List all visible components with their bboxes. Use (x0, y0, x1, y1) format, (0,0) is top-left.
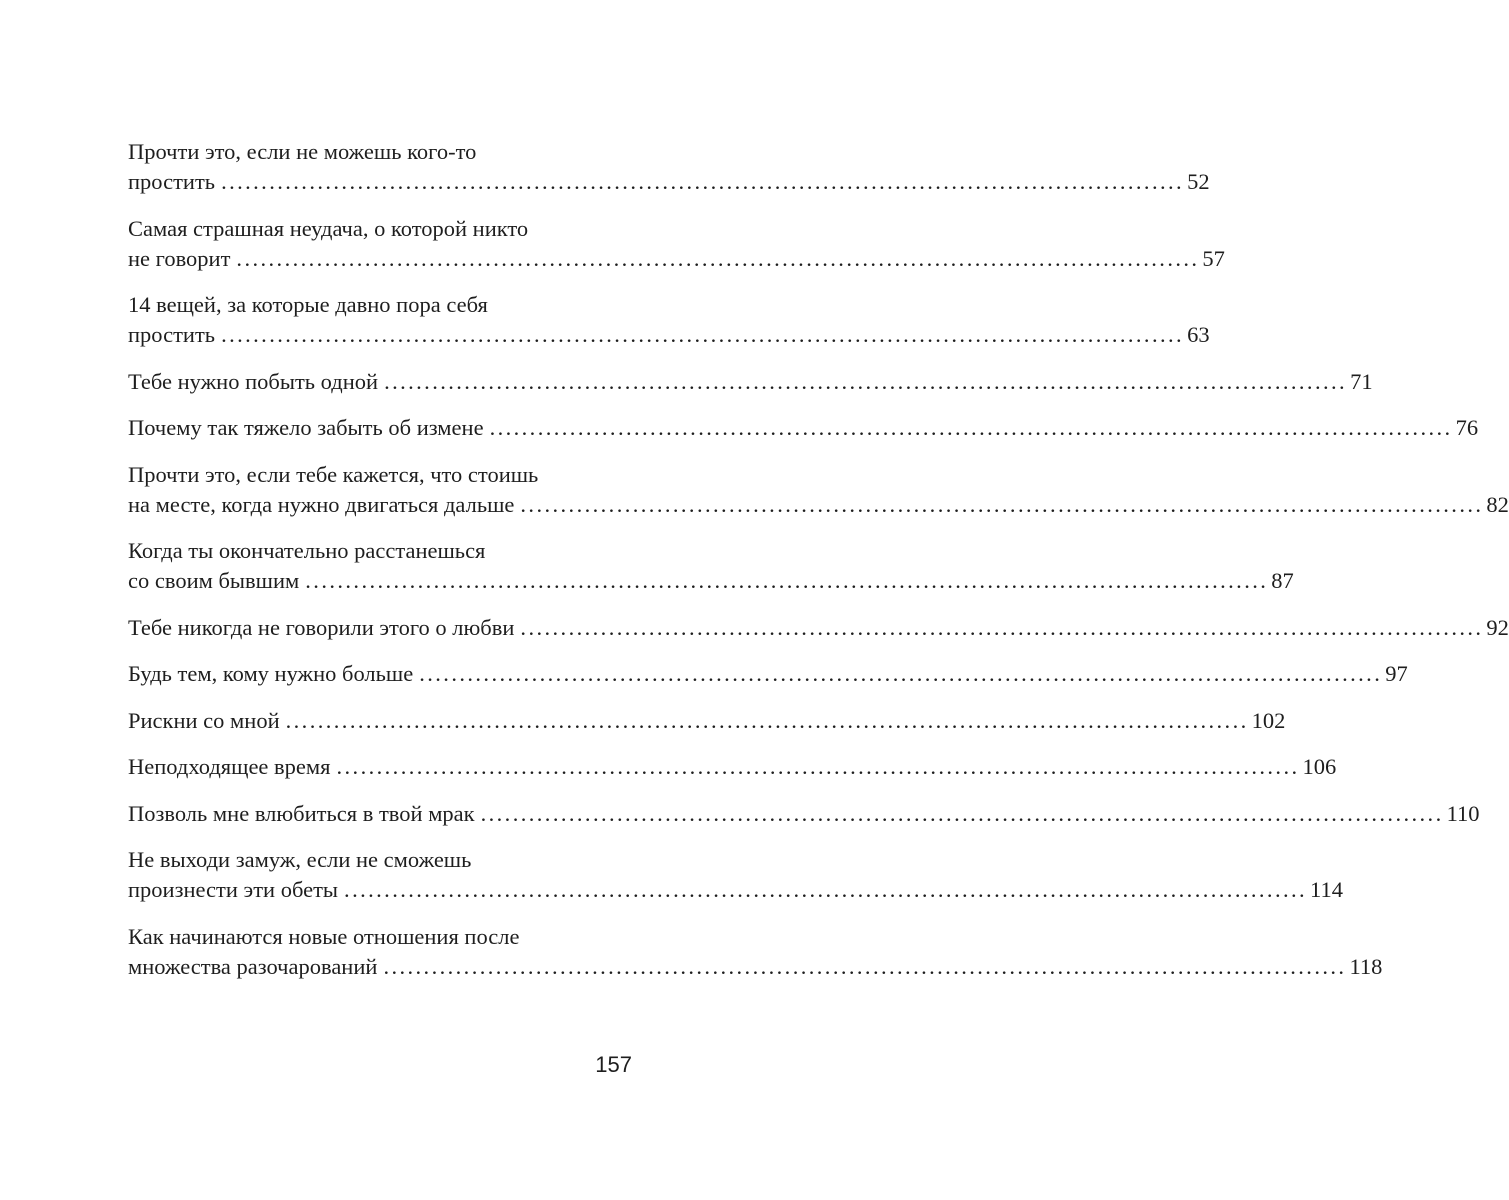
toc-entry-title-line: Прочти это, если не можешь кого-то (128, 139, 477, 164)
toc-entry-page-number: 52 (1187, 169, 1210, 194)
toc-entry-last-line (128, 490, 1509, 520)
toc-entry-title-line: множества разочарований (128, 953, 378, 979)
toc-entry[interactable] (128, 659, 1408, 689)
dot-leader: ........................................................................................................................ (489, 415, 1453, 440)
toc-entry-title-line: Позволь мне влюбиться в твой мрак (128, 800, 475, 826)
page-number: 157 (595, 1052, 632, 1077)
toc-entry-title-line: Почему так тяжело забыть об измене (128, 415, 484, 440)
toc-entry-title-line: 14 вещей, за которые давно пора себя (128, 292, 488, 317)
toc-entry-last-line (128, 952, 1383, 982)
toc-entry[interactable] (128, 413, 1479, 443)
toc-entry-title-line: Когда ты окончательно расстанешься (128, 538, 486, 563)
dot-leader: ........................................................................................................................ (384, 368, 1348, 394)
toc-entry-title-line: произнести эти обеты (128, 877, 339, 902)
dot-leader: ........................................................................................................................ (285, 707, 1249, 733)
toc-entry-page-number: 118 (1349, 953, 1383, 979)
dot-leader: ........................................................................................................................ (419, 661, 1383, 686)
toc-entry-page-number: 97 (1385, 661, 1408, 686)
toc-entry-page-number: 92 (1486, 614, 1509, 640)
toc-entry[interactable] (128, 137, 1210, 197)
toc-entry-last-line (128, 659, 1408, 689)
toc-entry[interactable] (128, 290, 1210, 350)
toc-entry-title-line: Самая страшная неудача, о которой никто (128, 215, 529, 241)
toc-entry-title-line: Тебе никогда не говорили этого о любви (128, 614, 515, 640)
dot-leader: ........................................................................................................................ (383, 953, 1347, 979)
toc-entry-page-number: 82 (1486, 491, 1509, 517)
dot-leader: ........................................................................................................................ (480, 800, 1444, 826)
dot-leader: ........................................................................................................................ (344, 877, 1308, 902)
toc-entry-page-number: 114 (1310, 877, 1343, 902)
toc-entry-last-line (128, 799, 1480, 829)
toc-entry[interactable] (128, 460, 1509, 520)
toc-entry-page-number: 57 (1202, 245, 1225, 271)
toc-entry[interactable] (128, 845, 1343, 905)
toc-entry-page-number: 87 (1271, 568, 1294, 593)
toc-entry-last-line (128, 320, 1210, 350)
toc-entry[interactable] (128, 367, 1373, 397)
toc-entry-title-line: Неподходящее время (128, 754, 331, 779)
toc-entry-title-line: Прочти это, если тебе кажется, что стоишь (128, 461, 539, 487)
toc-entry[interactable] (128, 536, 1294, 596)
table-of-contents (128, 137, 1509, 998)
dot-leader: ........................................................................................................................ (221, 169, 1185, 194)
toc-entry[interactable] (128, 922, 1383, 982)
toc-entry-title-line: на месте, когда нужно двигаться дальше (128, 491, 515, 517)
toc-entry[interactable] (128, 752, 1337, 782)
dot-leader: ........................................................................................................................ (520, 614, 1484, 640)
toc-entry-title-line: Рискни со мной (128, 707, 280, 733)
toc-entry-last-line (128, 167, 1210, 197)
toc-entry-title-line: Тебе нужно побыть одной (128, 368, 379, 394)
toc-entry-last-line (128, 367, 1373, 397)
toc-entry-page-number: 71 (1350, 368, 1373, 394)
toc-entry-last-line (128, 752, 1337, 782)
toc-entry[interactable] (128, 799, 1480, 829)
toc-entry-title-line: Как начинаются новые отношения после (128, 923, 520, 949)
dot-leader: ........................................................................................................................ (221, 322, 1185, 347)
dot-leader: ........................................................................................................................ (305, 568, 1269, 593)
toc-entry-page-number: 63 (1187, 322, 1210, 347)
toc-entry-page-number: 102 (1251, 707, 1286, 733)
toc-entry[interactable] (128, 706, 1286, 736)
toc-entry[interactable] (128, 214, 1225, 274)
toc-entry-last-line (128, 875, 1343, 905)
toc-entry-title-line: со своим бывшим (128, 568, 300, 593)
toc-entry-last-line (128, 566, 1294, 596)
dot-leader: ........................................................................................................................ (336, 754, 1300, 779)
toc-entry-last-line (128, 706, 1286, 736)
toc-entry-page-number: 106 (1302, 754, 1337, 779)
toc-entry-page-number: 110 (1446, 800, 1480, 826)
toc-entry-title-line: простить (128, 322, 216, 347)
toc-entry-title-line: не говорит (128, 245, 231, 271)
toc-entry-title-line: Будь тем, кому нужно больше (128, 661, 414, 686)
toc-entry[interactable] (128, 613, 1509, 643)
toc-entry-last-line (128, 613, 1509, 643)
toc-entry-page-number: 76 (1455, 415, 1479, 440)
dot-leader: ........................................................................................................................ (520, 491, 1484, 517)
toc-entry-last-line (128, 413, 1479, 443)
toc-entry-title-line: Не выходи замуж, если не сможешь (128, 847, 472, 872)
toc-entry-last-line (128, 244, 1225, 274)
dot-leader: ........................................................................................................................ (236, 245, 1200, 271)
toc-entry-title-line: простить (128, 169, 216, 194)
